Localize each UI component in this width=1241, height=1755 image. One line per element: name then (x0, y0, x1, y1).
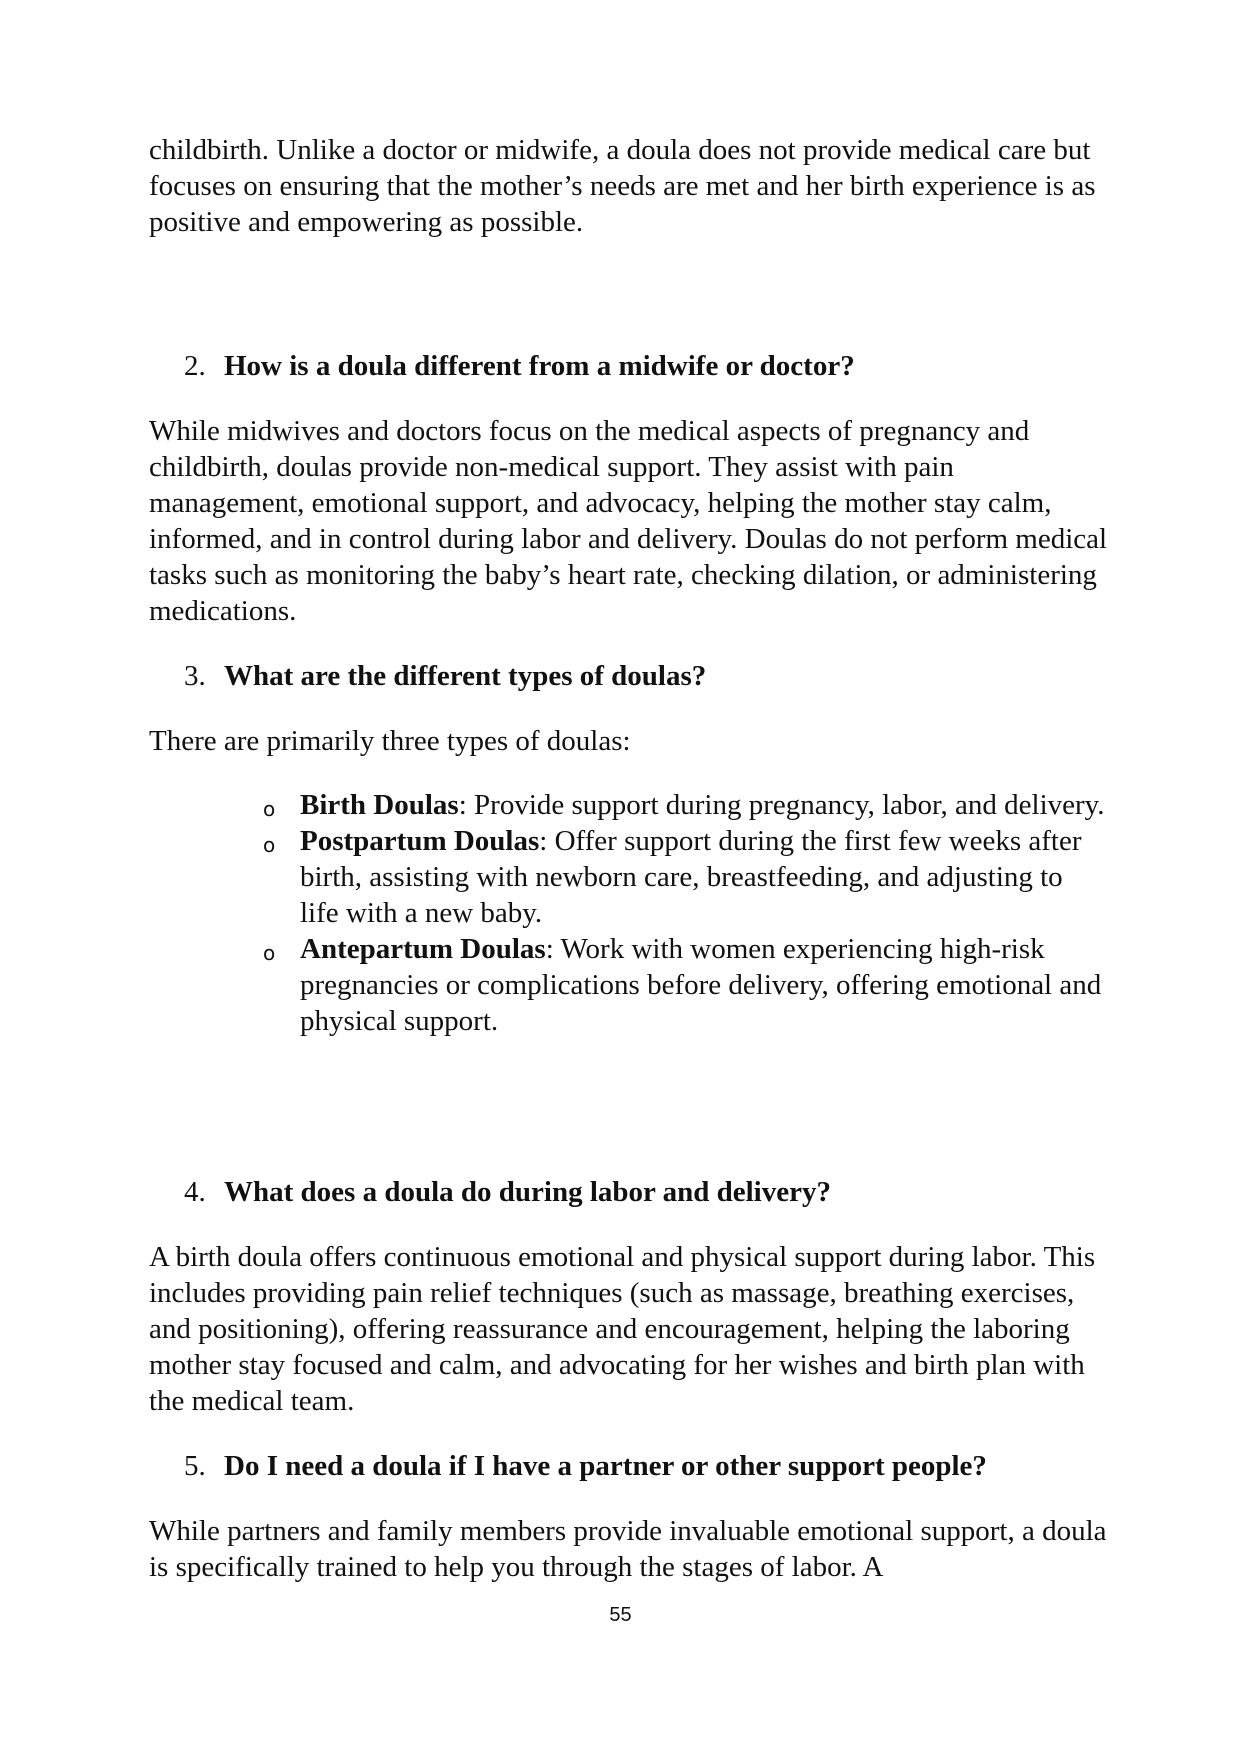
answer-5-paragraph: While partners and family members provide invaluable emotional support, a doula is specifically trained to help you through the stages of labor. A (149, 1515, 1107, 1583)
question-4-heading (184, 1174, 831, 1210)
question-2-heading (184, 348, 855, 384)
answer-4-paragraph: A birth doula offers continuous emotional and physical support during labor. This includes providing pain relief techniques (such as massage, breathing exercises, and positioning), offering reassurance and encouragement, helping the laboring mother stay focused and calm, and advocating for her wishes and birth plan with the medical team. (149, 1241, 1096, 1417)
question-2-text: How is a doula different from a midwife or doctor? (224, 350, 855, 382)
answer-3-paragraph: There are primarily three types of doulas: (149, 725, 631, 757)
doula-types-list (255, 787, 1105, 1039)
answer-2-paragraph: While midwives and doctors focus on the medical aspects of pregnancy and childbirth, doulas provide non-medical support. They assist with pain management, emotional support, and advocacy, helping the mother stay calm, informed, and in control during labor and delivery. Doulas do not perform medical tasks such as monitoring the baby’s heart rate, checking dilation, or administering medications. (149, 415, 1108, 627)
question-2-number: 2. (184, 350, 206, 382)
list-item (255, 931, 1105, 1039)
question-4-text: What does a doula do during labor and delivery? (224, 1176, 831, 1208)
bullet-marker: o (263, 797, 276, 821)
page-number: 55 (609, 1604, 632, 1626)
list-item (255, 823, 1105, 931)
doula-type-description: : Provide support during pregnancy, labor, and delivery. (458, 789, 1105, 821)
bullet-marker: o (263, 941, 276, 965)
question-4-number: 4. (184, 1176, 206, 1208)
question-3-heading (184, 658, 706, 694)
question-5-number: 5. (184, 1450, 206, 1482)
question-3-number: 3. (184, 660, 206, 692)
question-5-heading (184, 1448, 987, 1484)
question-3-text: What are the different types of doulas? (224, 660, 707, 692)
bullet-marker: o (263, 833, 276, 857)
doula-type-description: : Work with women experiencing high-risk pregnancies or complications before delivery, offering emotional and physical support. (300, 933, 1102, 1037)
list-item (255, 787, 1105, 823)
intro-continued-paragraph: childbirth. Unlike a doctor or midwife, a doula does not provide medical care but focuses on ensuring that the mother’s needs are met and her birth experience is as positive and empowering as possible. (149, 134, 1096, 238)
question-5-text: Do I need a doula if I have a partner or other support people? (224, 1450, 987, 1482)
doula-type-term: Antepartum Doulas (300, 933, 546, 965)
doula-type-term: Birth Doulas (300, 789, 459, 821)
doula-type-description: : Offer support during the first few weeks after birth, assisting with newborn care, breastfeeding, and adjusting to life with a new baby. (300, 825, 1082, 929)
doula-type-term: Postpartum Doulas (300, 825, 540, 857)
